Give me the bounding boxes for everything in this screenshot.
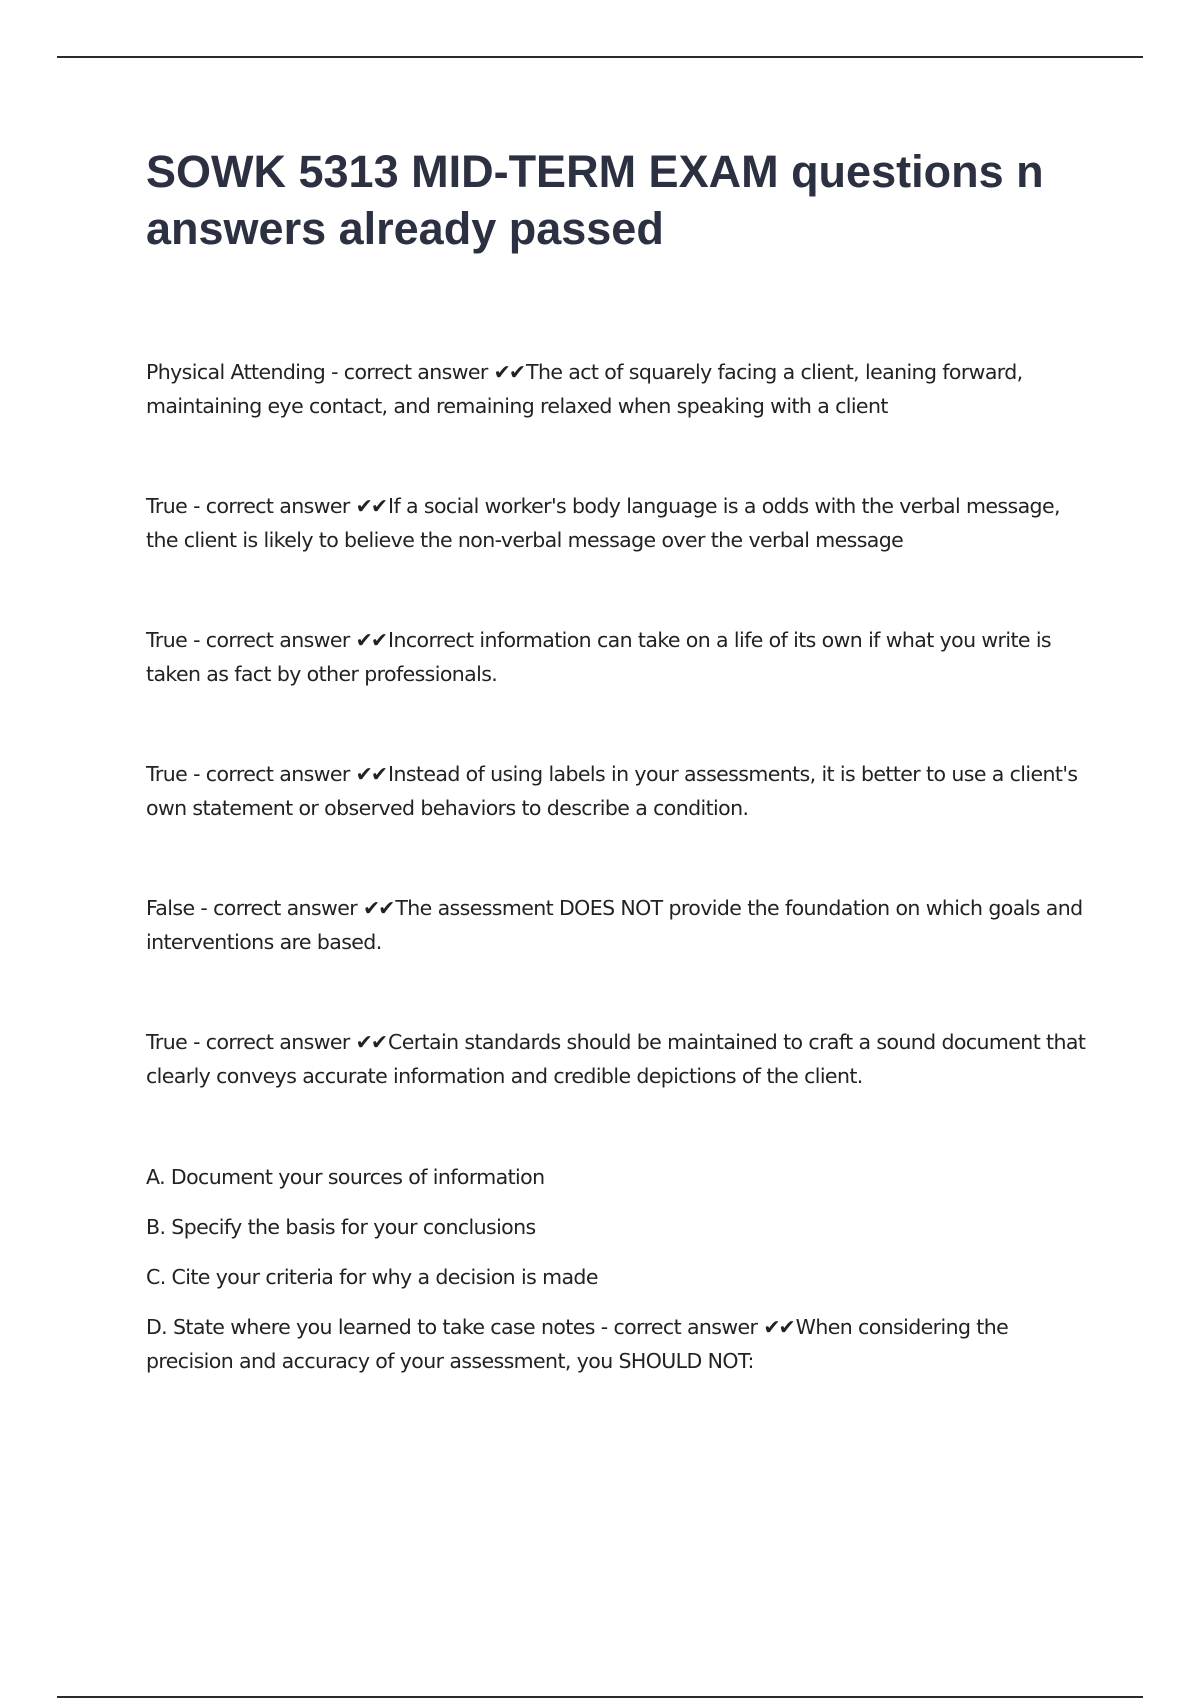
option-item: A. Document your sources of information (146, 1165, 545, 1189)
qa-answer: If a social worker's body language is a odds with the verbal message, the client is likely to believe the non-verbal message over the verbal message (146, 494, 1060, 552)
qa-term: Physical Attending (146, 360, 326, 384)
answer-separator: - correct answer (187, 494, 356, 518)
double-check-icon: ✔✔ (355, 1030, 387, 1054)
option-term: D. State where you learned to take case notes (146, 1315, 595, 1339)
qa-item (146, 355, 1096, 423)
top-divider (57, 56, 1143, 58)
answer-separator: - correct answer (325, 360, 494, 384)
qa-answer: Instead of using labels in your assessments, it is better to use a client's own statement or observed behaviors to describe a condition. (146, 762, 1078, 820)
double-check-icon: ✔✔ (763, 1315, 794, 1339)
qa-item (146, 891, 1096, 959)
answer-separator: - correct answer (187, 1030, 356, 1054)
qa-answer: Incorrect information can take on a life of its own if what you write is taken as fact by other professionals. (146, 628, 1052, 686)
double-check-icon: ✔✔ (355, 494, 387, 518)
qa-item (146, 489, 1096, 557)
qa-item (146, 757, 1096, 825)
option-list (146, 1160, 1096, 1394)
qa-term: False (146, 896, 195, 920)
qa-answer: Certain standards should be maintained to craft a sound document that clearly conveys accurate information and credible depictions of the client. (146, 1030, 1086, 1088)
qa-list (146, 355, 1096, 1159)
option-answer: When considering the precision and accuracy of your assessment, you SHOULD NOT: (146, 1315, 1009, 1373)
answer-separator: - correct answer (187, 762, 356, 786)
option-item-last (146, 1310, 1096, 1378)
answer-separator: - correct answer (187, 628, 356, 652)
qa-term: True (146, 762, 188, 786)
qa-item (146, 1025, 1096, 1093)
page-title: SOWK 5313 MID-TERM EXAM questions n answers already passed (146, 146, 1044, 254)
answer-separator: - correct answer (594, 1315, 764, 1339)
double-check-icon: ✔✔ (355, 762, 387, 786)
qa-answer: The assessment DOES NOT provide the foundation on which goals and interventions are based. (146, 896, 1083, 954)
qa-term: True (146, 628, 188, 652)
double-check-icon: ✔✔ (362, 896, 394, 920)
qa-answer: The act of squarely facing a client, leaning forward, maintaining eye contact, and remaining relaxed when speaking with a client (146, 360, 1023, 418)
option-item: C. Cite your criteria for why a decision is made (146, 1265, 598, 1289)
qa-term: True (146, 494, 188, 518)
double-check-icon: ✔✔ (493, 360, 525, 384)
double-check-icon: ✔✔ (355, 628, 387, 652)
option-item: B. Specify the basis for your conclusions (146, 1215, 536, 1239)
qa-term: True (146, 1030, 188, 1054)
qa-item (146, 623, 1096, 691)
bottom-divider (57, 1696, 1143, 1698)
answer-separator: - correct answer (194, 896, 363, 920)
